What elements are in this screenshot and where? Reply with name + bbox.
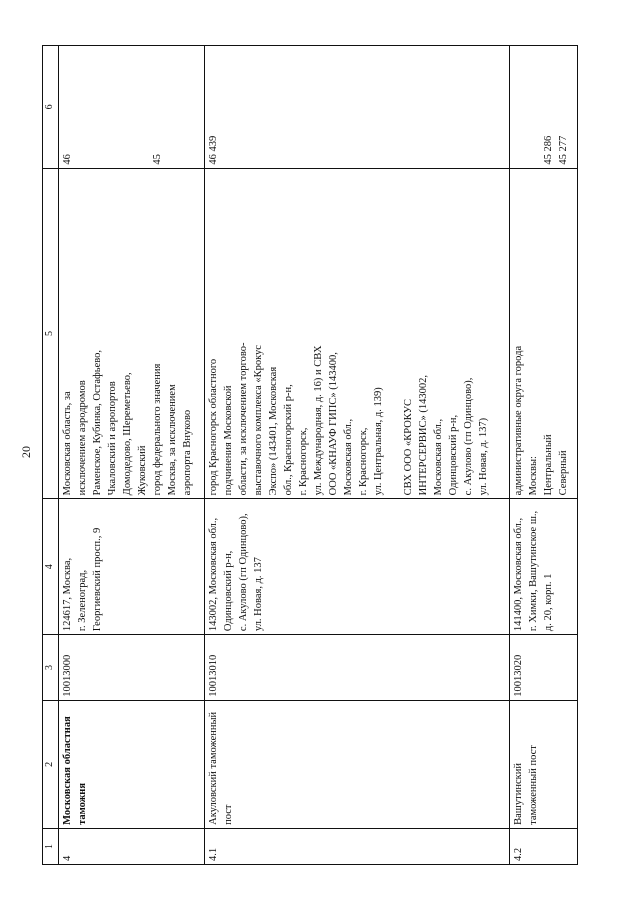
table-row bbox=[205, 46, 510, 865]
address-line: г. Зеленоград, bbox=[77, 569, 88, 632]
region-description bbox=[59, 168, 205, 499]
address-line: Георгиевский просп., 9 bbox=[92, 527, 103, 632]
oktmo-codes bbox=[59, 46, 205, 169]
address-line: 141400, Московская обл., bbox=[513, 517, 524, 632]
table-row bbox=[510, 46, 578, 865]
column-header: 1 bbox=[43, 828, 59, 864]
oktmo-code: 45 286 bbox=[543, 135, 554, 165]
region-line: ИНТЕРСЕРВИС» (143002, bbox=[418, 375, 429, 496]
region-description bbox=[510, 168, 578, 499]
region-line: области, за исключением торгово- bbox=[238, 342, 249, 496]
region-line: аэропорта Внуково bbox=[182, 409, 193, 496]
header-row bbox=[43, 46, 59, 865]
region-line: Домодедово, Шереметьево, bbox=[122, 372, 133, 496]
region-line: ООО «КНАУФ ГИПС» (143400, bbox=[328, 352, 339, 496]
region-line: Москвы: bbox=[528, 456, 539, 496]
region-line: г. Красногорск, bbox=[298, 427, 309, 496]
column-header: 3 bbox=[43, 635, 59, 701]
region-line: Одинцовский р-н, bbox=[448, 414, 459, 496]
customs-code: 10013000 bbox=[59, 635, 205, 701]
region-line: город Красногорск областного bbox=[208, 358, 219, 496]
column-header: 5 bbox=[43, 168, 59, 499]
region-line: подчинения Московской bbox=[223, 385, 234, 496]
customs-address bbox=[59, 499, 205, 635]
customs-code: 10013020 bbox=[510, 635, 578, 701]
customs-code: 10013010 bbox=[205, 635, 510, 701]
oktmo-code: 45 277 bbox=[558, 135, 569, 165]
row-number: 4.2 bbox=[510, 828, 578, 864]
region-line: ул. Центральная, д. 139) bbox=[373, 387, 384, 496]
address-line: д. 20, корп. 1 bbox=[543, 573, 554, 632]
column-header: 6 bbox=[43, 46, 59, 169]
row-number: 4 bbox=[59, 828, 205, 864]
address-line: 124617, Москва, bbox=[62, 557, 73, 632]
oktmo-code: 45 bbox=[152, 154, 163, 165]
region-line: г. Красногорск, bbox=[358, 427, 369, 496]
address-line: с. Акулово (гп Одинцово), bbox=[238, 513, 249, 632]
customs-table-container bbox=[42, 45, 588, 865]
region-line: Московская обл., bbox=[343, 418, 354, 496]
oktmo-codes bbox=[205, 46, 510, 169]
address-line: Одинцовский р-н, bbox=[223, 550, 234, 632]
oktmo-codes bbox=[510, 46, 578, 169]
customs-posts-table bbox=[42, 45, 578, 865]
column-header: 2 bbox=[43, 700, 59, 828]
oktmo-code: 46 bbox=[62, 154, 73, 165]
region-line: Северный bbox=[558, 450, 569, 496]
customs-name: Московская областная таможня bbox=[59, 700, 205, 828]
region-line: Москва, за исключением bbox=[167, 384, 178, 496]
region-line: Экспо» (143401, Московская bbox=[268, 366, 279, 496]
region-line: Чкаловский и аэропортов bbox=[107, 381, 118, 496]
address-line: 143002, Московская обл., bbox=[208, 517, 219, 632]
region-line: ул. Международная, д. 16) и СВХ bbox=[313, 345, 324, 496]
region-line: Раменское, Кубинка, Остафьево, bbox=[92, 349, 103, 496]
region-description bbox=[205, 168, 510, 499]
address-line: ул. Новая, д. 137 bbox=[253, 557, 264, 632]
region-line: обл., Красногорский р-н, bbox=[283, 384, 294, 496]
region-line: административные округа города bbox=[513, 345, 524, 496]
customs-address bbox=[510, 499, 578, 635]
customs-name: Вашутинский таможенный пост bbox=[510, 700, 578, 828]
row-number: 4.1 bbox=[205, 828, 510, 864]
region-line: СВХ ООО «КРОКУС bbox=[403, 398, 414, 496]
column-header: 4 bbox=[43, 499, 59, 635]
region-line: с. Акулово (гп Одинцово), bbox=[463, 377, 474, 496]
oktmo-code: 46 439 bbox=[208, 135, 219, 165]
region-line: выставочного комплекса «Крокус bbox=[253, 345, 264, 496]
page-number: 20 bbox=[19, 446, 33, 458]
region-line: Центральный bbox=[543, 434, 554, 496]
customs-name: Акуловский таможенный пост bbox=[205, 700, 510, 828]
region-line: город федерального значения bbox=[152, 363, 163, 496]
region-line: Московская обл., bbox=[433, 418, 444, 496]
region-line: Жуковский bbox=[137, 445, 148, 496]
region-line: Московская область, за bbox=[62, 391, 73, 496]
region-line: ул. Новая, д. 137) bbox=[478, 417, 489, 496]
customs-address bbox=[205, 499, 510, 635]
table-row bbox=[59, 46, 205, 865]
address-line: г. Химки, Вашутинское ш., bbox=[528, 510, 539, 632]
region-line: исключением аэродромов bbox=[77, 380, 88, 496]
